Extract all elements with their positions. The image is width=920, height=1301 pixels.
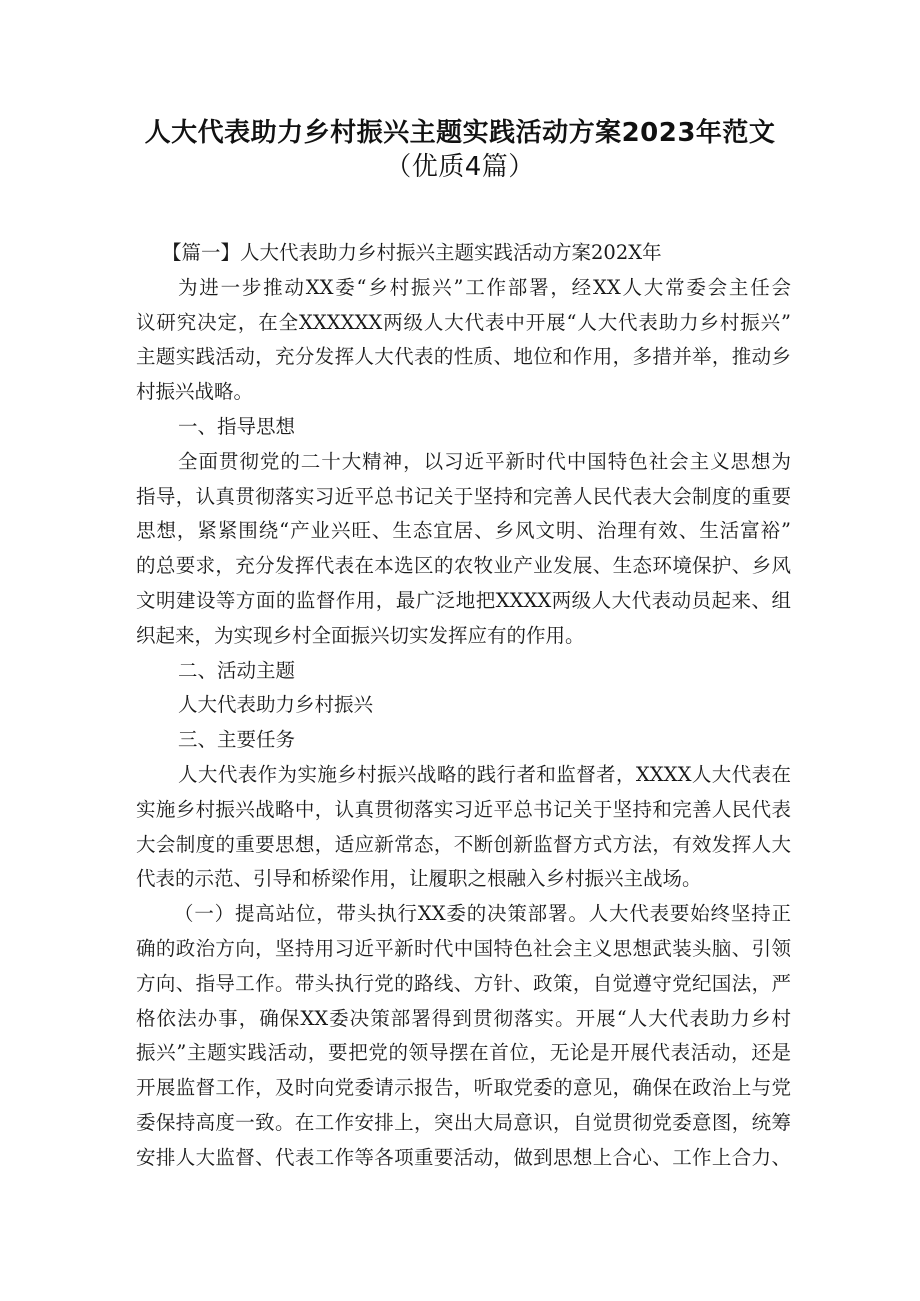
text-line: 全面贯彻党的二十大精神，以习近平新时代中国特色社会主义思想为	[178, 449, 791, 473]
text-line: 的总要求，充分发挥代表在本选区的农牧业产业发展、生态环境保护、乡风	[136, 554, 791, 578]
text-line: 代表的示范、引导和桥梁作用，让履职之根融入乡村振兴主战场。	[136, 867, 702, 891]
document-body	[136, 236, 791, 1176]
text-line: 村振兴战略。	[136, 380, 254, 404]
document-title: 人大代表助力乡村振兴主题实践活动方案2023年范文	[144, 118, 776, 148]
text-line: 人大代表助力乡村振兴	[178, 693, 374, 717]
text-line: 【篇一】人大代表助力乡村振兴主题实践活动方案202X年	[162, 241, 662, 264]
text-line: 为进一步推动XX委“乡村振兴”工作部署，经XX人大常委会主任会	[178, 275, 791, 299]
text-line: 委保持高度一致。在工作安排上，突出大局意识，自觉贯彻党委意图，统筹	[136, 1110, 791, 1134]
text-line: 议研究决定，在全XXXXXX两级人大代表中开展“人大代表助力乡村振兴”	[136, 310, 791, 334]
text-line: 格依法办事，确保XX委决策部署得到贯彻落实。开展“人大代表助力乡村	[136, 1006, 791, 1030]
text-line: 一、指导思想	[178, 414, 296, 438]
text-line: 人大代表作为实施乡村振兴战略的践行者和监督者，XXXX人大代表在	[178, 762, 791, 786]
text-line: 安排人大监督、代表工作等各项重要活动，做到思想上合心、工作上合力、	[136, 1145, 791, 1169]
document-subtitle: （优质4篇）	[385, 152, 535, 182]
text-line: 三、主要任务	[178, 728, 296, 752]
text-line: （一）提高站位，带头执行XX委的决策部署。人大代表要始终坚持正	[174, 902, 791, 926]
text-line: 确的政治方向，坚持用习近平新时代中国特色社会主义思想武装头脑、引领	[136, 936, 791, 960]
text-line: 主题实践活动，充分发挥人大代表的性质、地位和作用，多措并举，推动乡	[136, 345, 791, 369]
text-line: 开展监督工作，及时向党委请示报告，听取党委的意见，确保在政治上与党	[136, 1076, 791, 1100]
text-line: 织起来，为实现乡村全面振兴切实发挥应有的作用。	[136, 623, 585, 647]
text-line: 实施乡村振兴战略中，认真贯彻落实习近平总书记关于坚持和完善人民代表	[136, 797, 791, 821]
text-line: 二、活动主题	[178, 658, 296, 682]
text-line: 文明建设等方面的监督作用，最广泛地把XXXX两级人大代表动员起来、组	[136, 588, 791, 612]
text-line: 思想，紧紧围绕“产业兴旺、生态宜居、乡风文明、治理有效、生活富裕”	[136, 519, 791, 543]
text-line: 大会制度的重要思想，适应新常态，不断创新监督方式方法，有效发挥人大	[136, 832, 791, 856]
text-line: 指导，认真贯彻落实习近平总书记关于坚持和完善人民代表大会制度的重要	[136, 484, 791, 508]
text-line: 方向、指导工作。带头执行党的路线、方针、政策，自觉遵守党纪国法，严	[136, 971, 791, 995]
text-line: 振兴”主题实践活动，要把党的领导摆在首位，无论是开展代表活动，还是	[136, 1041, 791, 1065]
